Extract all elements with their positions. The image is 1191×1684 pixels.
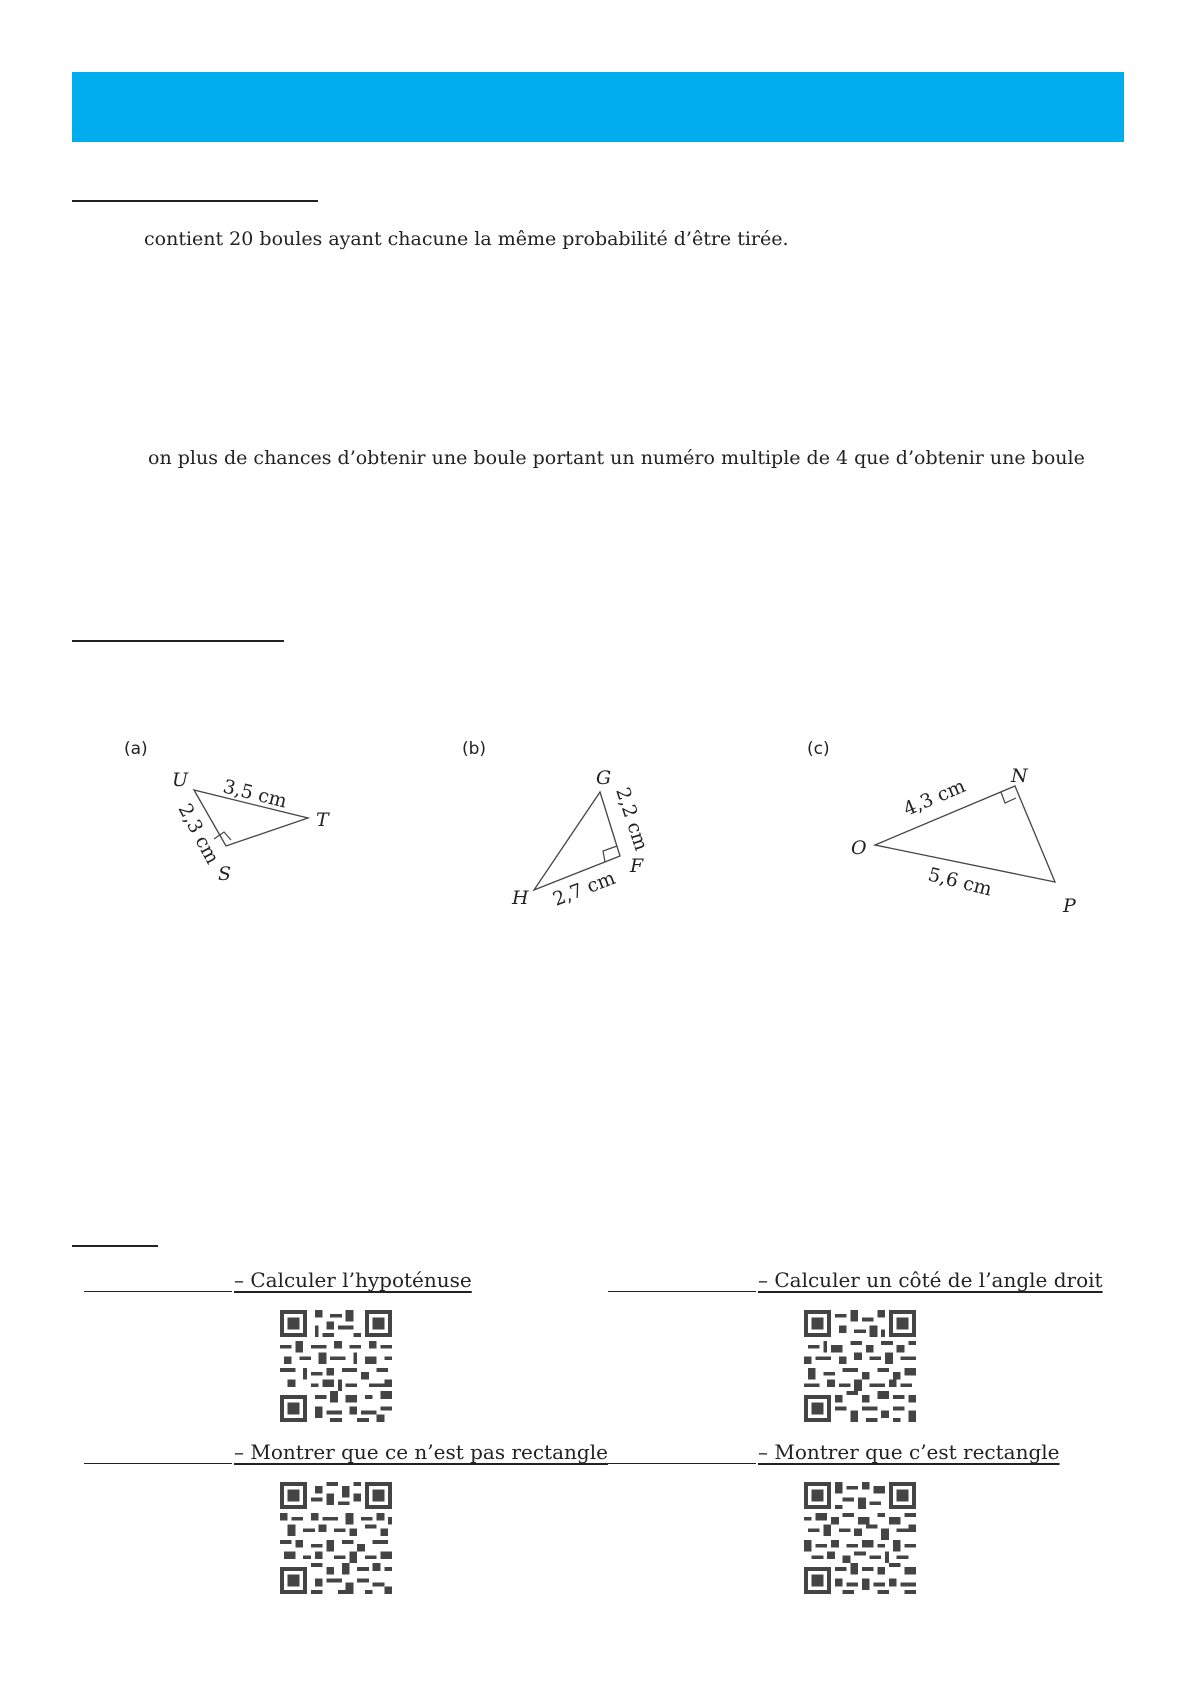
section-3-heading-rule xyxy=(72,1245,158,1247)
qr-code-video-2[interactable] xyxy=(804,1310,916,1422)
figure-tag-a: (a) xyxy=(124,739,148,759)
measure-HF: 2,7 cm xyxy=(549,866,619,911)
measure-GF: 2,2 cm xyxy=(611,784,653,854)
vertex-label-F: F xyxy=(630,855,644,877)
figure-tag-b: (b) xyxy=(462,739,487,759)
vertex-label-O: O xyxy=(851,837,867,859)
vertex-label-G: G xyxy=(596,767,612,789)
vertex-label-P: P xyxy=(1063,895,1076,917)
video-4-blank-line xyxy=(608,1463,756,1464)
section-1-heading-rule xyxy=(72,200,318,202)
header-banner xyxy=(72,72,1124,142)
qr-code-video-1[interactable] xyxy=(280,1310,392,1422)
measure-OP: 5,6 cm xyxy=(925,863,995,901)
vertex-label-H: H xyxy=(512,887,529,909)
vertex-label-N: N xyxy=(1011,765,1028,787)
section-2-heading-rule xyxy=(72,640,284,642)
video-3-blank-line xyxy=(84,1463,232,1464)
exercise-1-line-2: on plus de chances d’obtenir une boule portant un numéro multiple de 4 que d’obtenir une boule xyxy=(148,447,1085,469)
qr-code-video-3[interactable] xyxy=(280,1482,392,1594)
vertex-label-T: T xyxy=(316,809,329,831)
triangle-figure-b xyxy=(450,730,710,920)
video-link-montrer-pas-rectangle[interactable]: – Montrer que ce n’est pas rectangle xyxy=(234,1440,608,1464)
video-link-calculer-cote-angle-droit[interactable]: – Calculer un côté de l’angle droit xyxy=(758,1268,1103,1292)
qr-code-video-4[interactable] xyxy=(804,1482,916,1594)
video-link-calculer-hypotenuse[interactable]: – Calculer l’hypoténuse xyxy=(234,1268,472,1292)
measure-US: 2,3 cm xyxy=(173,800,224,868)
exercise-1-line-1: contient 20 boules ayant chacune la même probabilité d’être tirée. xyxy=(144,228,789,250)
video-2-blank-line xyxy=(608,1291,756,1292)
triangle-figure-a xyxy=(110,730,370,900)
video-link-montrer-rectangle[interactable]: – Montrer que c’est rectangle xyxy=(758,1440,1060,1464)
vertex-label-S: S xyxy=(218,863,232,885)
measure-ON: 4,3 cm xyxy=(900,774,969,821)
vertex-label-U: U xyxy=(172,769,189,791)
measure-UT: 3,5 cm xyxy=(220,775,290,813)
triangle-figure-c xyxy=(795,730,1095,930)
right-angle-mark-N xyxy=(1001,792,1016,803)
figure-tag-c: (c) xyxy=(807,739,830,759)
video-1-blank-line xyxy=(84,1291,232,1292)
